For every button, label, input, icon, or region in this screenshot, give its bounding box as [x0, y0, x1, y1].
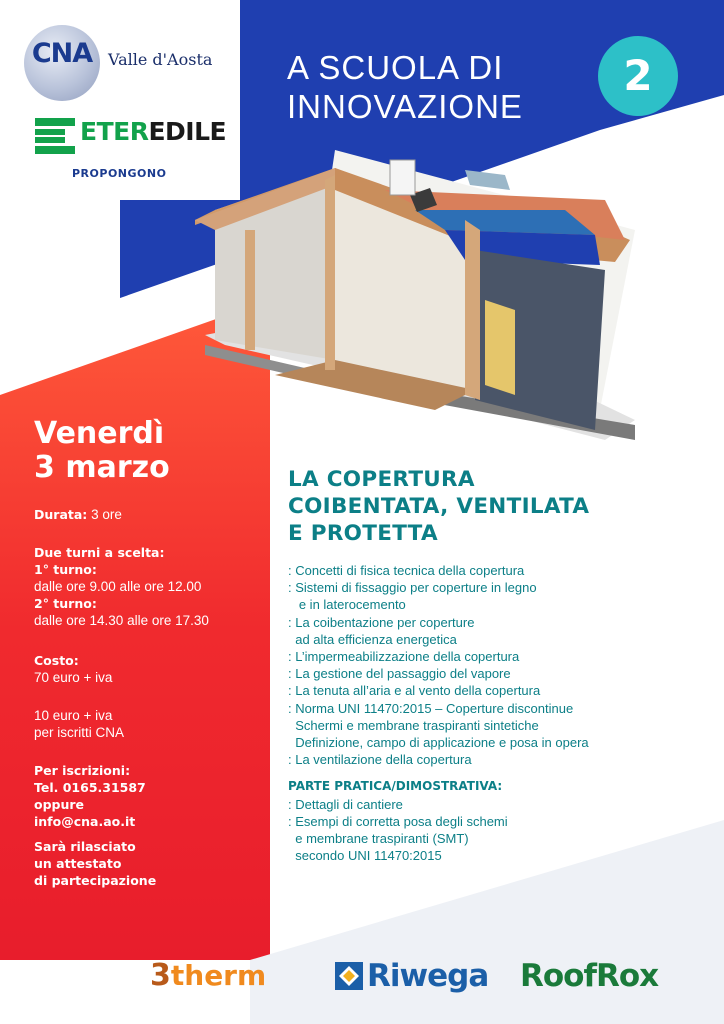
registration-label: Per iscrizioni: — [34, 763, 131, 778]
page-title — [287, 48, 597, 126]
course-title — [288, 466, 589, 547]
topic-item: : Sistemi di fissaggio per coperture in legno — [288, 580, 537, 596]
cna-region: Valle d'Aosta — [108, 50, 213, 69]
turn2-label: 2° turno: — [34, 596, 97, 611]
registration-or: oppure — [34, 797, 85, 812]
topic-item: : La tenuta all’aria e al vento della copertura — [288, 683, 541, 699]
propongono-label: PROPONGONO — [72, 167, 167, 180]
course-title-line-3: E PROTETTA — [288, 521, 438, 546]
topic-item: Definizione, campo di applicazione e posa in opera — [288, 735, 589, 751]
certificate-line-3: di partecipazione — [34, 873, 157, 888]
practical-item: secondo UNI 11470:2015 — [288, 848, 442, 864]
3therm-logo — [150, 958, 266, 1002]
topic-item: Schermi e membrane traspiranti sintetiche — [288, 717, 539, 733]
title-line-2: INNOVAZIONE — [287, 88, 523, 125]
topic-item: : La coibentazione per coperture — [288, 614, 475, 630]
cost-label: Costo: — [34, 653, 79, 668]
practical-heading: PARTE PRATICA/DIMOSTRATIVA: — [288, 779, 503, 794]
topic-item: : La gestione del passaggio del vapore — [288, 666, 511, 682]
riwega-icon — [335, 962, 363, 990]
cost-block — [34, 652, 264, 686]
3therm-number: 3 — [150, 958, 171, 993]
topic-item: : Concetti di fisica tecnica della copertura — [288, 563, 525, 578]
turns-label: Due turni a scelta: — [34, 545, 165, 560]
registration-block — [34, 762, 264, 830]
practical-item: e membrane traspiranti (SMT) — [288, 831, 469, 847]
eteredile-logo-text — [80, 117, 226, 146]
course-title-line-2: COIBENTATA, VENTILATA — [288, 494, 590, 519]
eteredile-text-a: ETER — [80, 117, 149, 146]
duration-value: 3 ore — [91, 507, 122, 522]
topic-item: : La ventilazione della copertura — [288, 752, 472, 768]
title-line-1: A SCUOLA DI — [287, 49, 504, 86]
topic-item: : L’impermeabilizzazione della copertura — [288, 649, 520, 665]
duration — [34, 506, 264, 523]
certificate-line-2: un attestato — [34, 856, 122, 871]
cost-value: 70 euro + iva — [34, 670, 113, 685]
cost-cna-value: 10 euro + iva — [34, 708, 113, 723]
riwega-logo — [335, 958, 488, 1002]
date-day: 3 marzo — [34, 450, 170, 485]
topic-item: ad alta efficienza energetica — [288, 631, 457, 647]
house-illustration — [185, 150, 640, 455]
registration-tel: Tel. 0165.31587 — [34, 780, 146, 795]
cost-cna-note: per iscritti CNA — [34, 725, 125, 740]
course-title-line-1: LA COPERTURA — [288, 467, 475, 492]
title-underline — [560, 144, 576, 147]
turns-block — [34, 544, 264, 629]
roofrox-logo: RoofRox — [520, 958, 659, 994]
registration-email: info@cna.ao.it — [34, 814, 136, 829]
certificate-line-1: Sarà rilasciato — [34, 839, 136, 854]
topic-item: e in laterocemento — [288, 597, 406, 613]
3therm-text: therm — [170, 959, 267, 992]
turn1-time: dalle ore 9.00 alle ore 12.00 — [34, 579, 202, 594]
eteredile-icon — [35, 118, 75, 154]
practical-item: : Esempi di corretta posa degli schemi — [288, 813, 508, 829]
topic-item: : Norma UNI 11470:2015 – Coperture discontinue — [288, 700, 574, 716]
turn1-label: 1° turno: — [34, 562, 97, 577]
turn2-time: dalle ore 14.30 alle ore 17.30 — [34, 613, 209, 628]
certificate-block — [34, 838, 264, 889]
practical-item: : Dettagli di cantiere — [288, 796, 403, 812]
topics-list — [288, 562, 708, 864]
edition-badge: 2 — [598, 36, 678, 116]
duration-label: Durata: — [34, 507, 88, 522]
riwega-text: Riwega — [367, 958, 489, 994]
cna-logo-text: CNA — [31, 38, 93, 69]
cost-cna-block — [34, 707, 264, 741]
eteredile-text-b: EDILE — [148, 117, 227, 146]
date-weekday: Venerdì — [34, 416, 165, 451]
event-date — [34, 417, 170, 485]
